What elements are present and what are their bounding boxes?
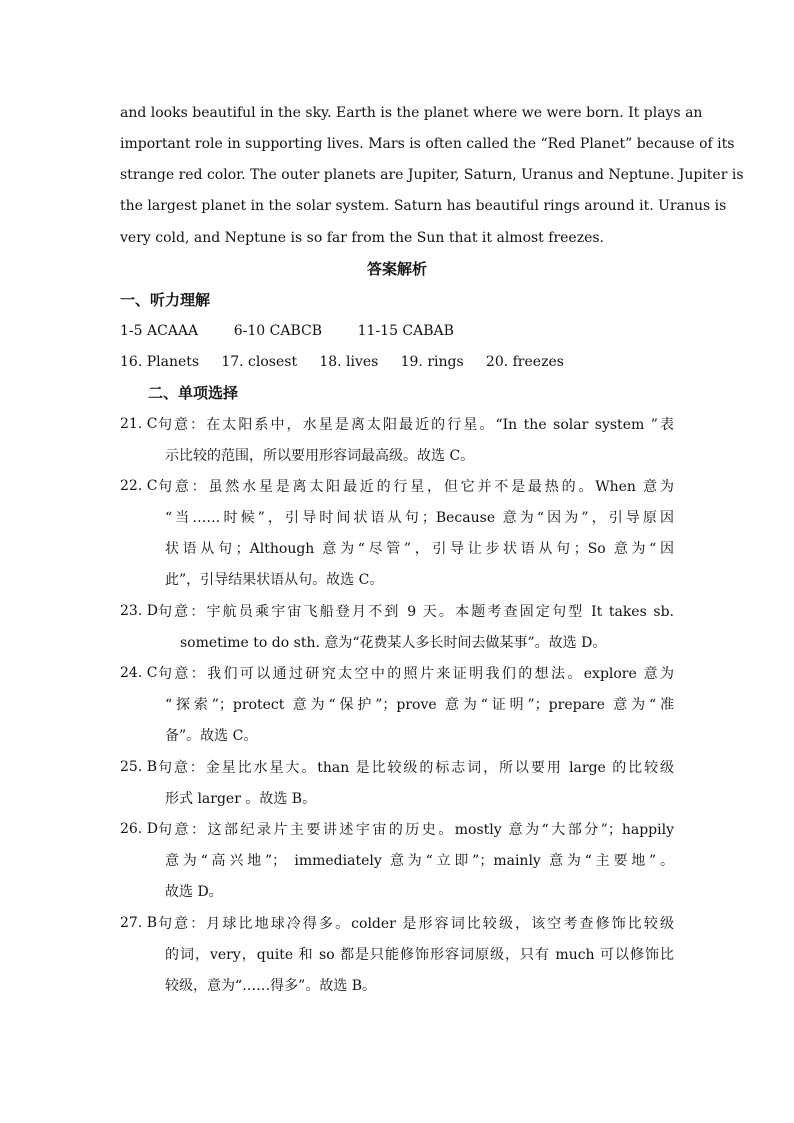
passage-line-2: important role in supporting lives. Mars is often called the “Red Planet” because of its	[120, 136, 735, 152]
item-number: 27. B	[120, 915, 158, 931]
item-line: “探索”；protect 意为“保护”；prove 意为“证明”；prepare 意为“准	[165, 697, 674, 713]
passage-line-1: and looks beautiful in the sky. Earth is the planet where we were born. It plays an	[120, 105, 703, 121]
section2-heading: 二、单项选择	[148, 384, 239, 402]
item-number: 23. D	[120, 603, 158, 619]
item-line: 此”，引导结果状语从句。故选 C。	[165, 572, 384, 588]
item-number: 26. D	[120, 821, 158, 837]
item-number: 25. B	[120, 759, 158, 775]
item-line: 形式 larger 。故选 B。	[165, 791, 317, 807]
item-line: 意为“高兴地”； immediately 意为“立即”；mainly 意为“主要地”。	[165, 853, 674, 869]
passage-line-3: strange red color. The outer planets are Jupiter, Saturn, Uranus and Neptune. Jupiter is	[120, 167, 744, 183]
item-line: 备”。故选 C。	[165, 728, 258, 744]
item-number: 22. C	[120, 478, 158, 494]
item-number: 21. C	[120, 416, 158, 432]
item-line: 示比较的范围，所以要用形容词最高级。故选 C。	[165, 448, 475, 464]
item-number: 24. C	[120, 665, 158, 681]
item-line: 状语从句；Although 意为“尽管”，引导让步状语从句；So 意为“因	[165, 541, 674, 557]
passage-line-4: the largest planet in the solar system. Saturn has beautiful rings around it. Uranus is	[120, 198, 727, 214]
item-line: sometime to do sth. 意为“花费某人多长时间去做某事”。故选 D。	[180, 635, 607, 651]
item-line: 句意：金星比水星大。than 是比较级的标志词，所以要用 large 的比较级	[158, 760, 674, 776]
passage-line-5: very cold, and Neptune is so far from the Sun that it almost freezes.	[120, 230, 604, 246]
listening-answers-16-20: 16. Planets 17. closest 18. lives 19. rings 20. freezes	[120, 354, 564, 370]
item-line: 故选 D。	[165, 884, 223, 900]
item-line: 句意：虽然水星是离太阳最近的行星，但它并不是最热的。When 意为	[158, 479, 674, 495]
item-line: “当……时候”，引导时间状语从句；Because 意为“因为”，引导原因	[165, 510, 674, 526]
item-line: 较级，意为“……得多”。故选 B。	[165, 978, 377, 994]
item-line: 句意：月球比地球冷得多。colder 是形容词比较级，该空考查修饰比较级	[158, 916, 674, 932]
item-line: 句意：在太阳系中，水星是离太阳最近的行星。“In the solar system ”表	[158, 417, 674, 433]
item-line: 句意：这部纪录片主要讲述宇宙的历史。mostly 意为“大部分”；happily	[158, 822, 674, 838]
item-line: 句意：我们可以通过研究太空中的照片来证明我们的想法。explore 意为	[158, 666, 674, 682]
answer-title: 答案解析	[366, 260, 427, 278]
listening-answers-1-15: 1-5 ACAAA 6-10 CABCB 11-15 CABAB	[120, 323, 454, 339]
item-line: 句意：宇航员乘宇宙飞船登月不到 9 天。本题考查固定句型 It takes sb.	[158, 604, 674, 620]
item-line: 的词，very，quite 和 so 都是只能修饰形容词原级，只有 much 可以修饰比	[165, 947, 674, 963]
section1-heading: 一、听力理解	[120, 291, 211, 309]
